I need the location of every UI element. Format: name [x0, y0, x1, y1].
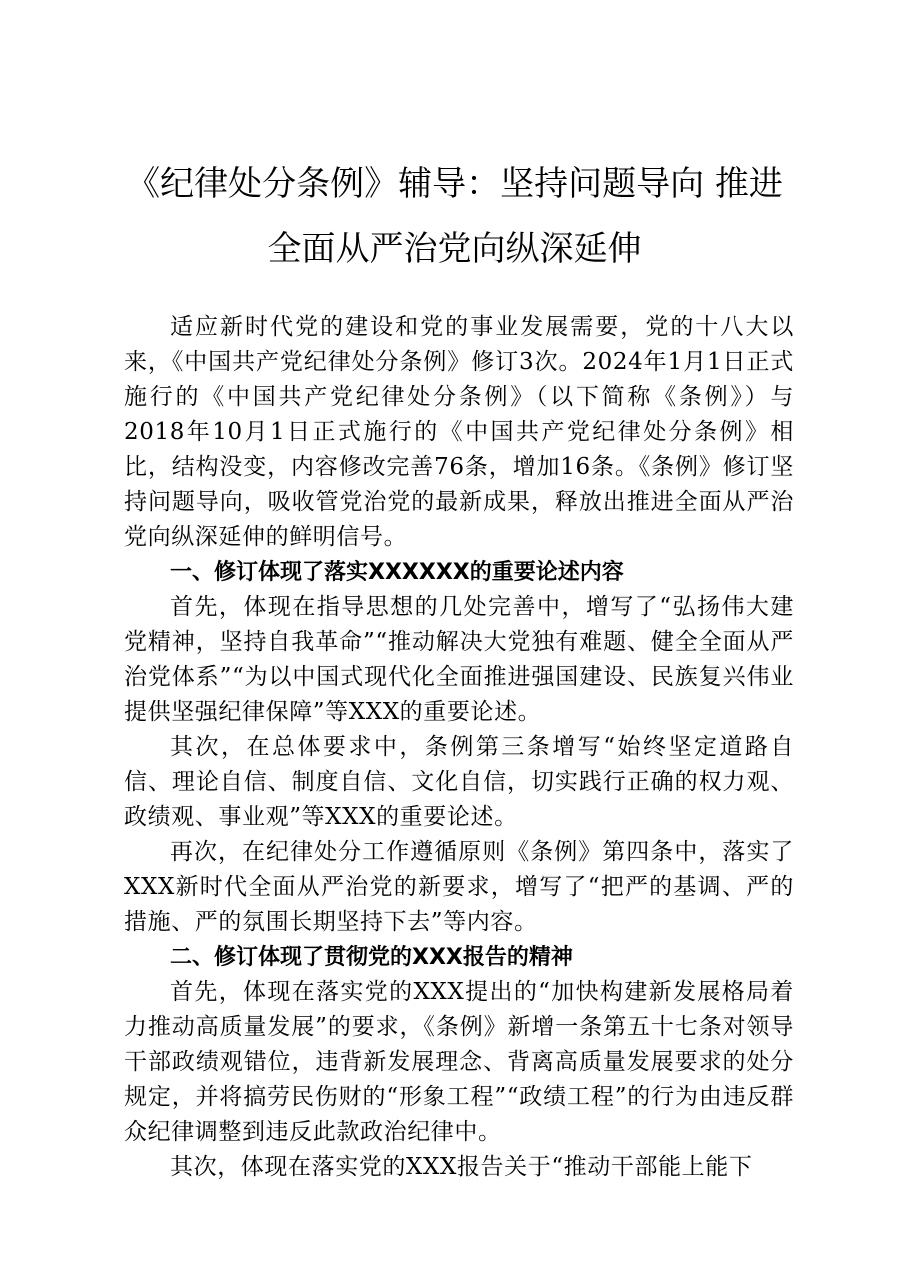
document-body [124, 310, 794, 1185]
section-heading-2: 二、修订体现了贯彻党的XXX报告的精神 [170, 945, 573, 970]
section-2-paragraph-1: 首先，体现在落实党的XXX提出的“加快构建新发展格局着力推动高质量发展”的要求，《条例》新增一条第五十七条对领导干部政绩观错位，违背新发展理念、背离高质量发展要求的处分规定，并将搞劳民伤财的“形象工程”“政绩工程”的行为由违反群众纪律调整到违反此款政治纪律中。 [124, 979, 794, 1145]
document-title-line-2: 全面从严治党向纵深延伸 [267, 229, 642, 269]
section-1-paragraph-3: 再次，在纪律处分工作遵循原则《条例》第四条中，落实了XXX新时代全面从严治党的新要求，增写了“把严的基调、严的措施、严的氛围长期坚持下去”等内容。 [124, 839, 794, 935]
document-title-line-1: 《纪律处分条例》辅导：坚持问题导向 推进 [126, 164, 783, 204]
intro-paragraph: 适应新时代党的建设和党的事业发展需要，党的十八大以来，《中国共产党纪律处分条例》修订3次。2024年1月1日正式施行的《中国共产党纪律处分条例》（以下简称《条例》）与2018年10月1日正式施行的《中国共产党纪律处分条例》相比，结构没变，内容修改完善76条，增加16条。《条例》修订坚持问题导向，吸收管党治党的最新成果，释放出推进全面从严治党向纵深延伸的鲜明信号。 [124, 314, 794, 550]
section-1-paragraph-1: 首先，体现在指导思想的几处完善中，增写了“弘扬伟大建党精神，坚持自我革命”“推动解决大党独有难题、健全全面从严治党体系”“为以中国式现代化全面推进强国建设、民族复兴伟业提供坚强纪律保障”等XXX的重要论述。 [124, 594, 794, 725]
section-1-paragraph-2: 其次，在总体要求中，条例第三条增写“始终坚定道路自信、理论自信、制度自信、文化自信，切实践行正确的权力观、政绩观、事业观”等XXX的重要论述。 [124, 734, 794, 830]
section-2-paragraph-2: 其次，体现在落实党的XXX报告关于“推动干部能上能下 [170, 1154, 753, 1180]
section-heading-1: 一、修订体现了落实XXXXXX的重要论述内容 [170, 560, 624, 585]
